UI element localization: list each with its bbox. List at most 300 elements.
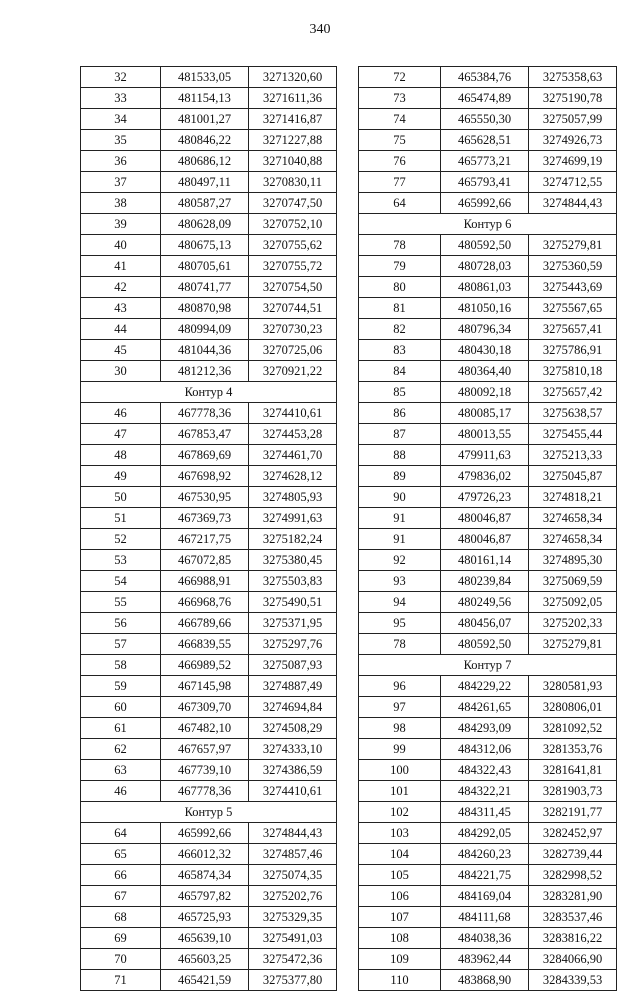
table-row: [81, 235, 337, 256]
point-number-cell: 51: [81, 508, 161, 529]
table-row: [359, 970, 617, 991]
x-coordinate-cell: 483962,44: [441, 949, 529, 970]
x-coordinate-cell: 484261,65: [441, 697, 529, 718]
y-coordinate-cell: 3275455,44: [529, 424, 617, 445]
table-row: [81, 634, 337, 655]
x-coordinate-cell: 480592,50: [441, 634, 529, 655]
x-coordinate-cell: 480686,12: [161, 151, 249, 172]
x-coordinate-cell: 479726,23: [441, 487, 529, 508]
table-row: [81, 781, 337, 802]
table-row: [359, 781, 617, 802]
table-row: [359, 172, 617, 193]
x-coordinate-cell: 481001,27: [161, 109, 249, 130]
point-number-cell: 82: [359, 319, 441, 340]
x-coordinate-cell: 484322,43: [441, 760, 529, 781]
x-coordinate-cell: 480249,56: [441, 592, 529, 613]
y-coordinate-cell: 3270725,06: [249, 340, 337, 361]
point-number-cell: 107: [359, 907, 441, 928]
table-row: [81, 361, 337, 382]
point-number-cell: 79: [359, 256, 441, 277]
y-coordinate-cell: 3282452,97: [529, 823, 617, 844]
table-row: [359, 382, 617, 403]
table-row: [81, 865, 337, 886]
point-number-cell: 41: [81, 256, 161, 277]
point-number-cell: 53: [81, 550, 161, 571]
x-coordinate-cell: 467145,98: [161, 676, 249, 697]
table-row: [359, 424, 617, 445]
table-row: [81, 151, 337, 172]
table-row: [81, 193, 337, 214]
x-coordinate-cell: 465384,76: [441, 67, 529, 88]
point-number-cell: 110: [359, 970, 441, 991]
x-coordinate-cell: 480705,61: [161, 256, 249, 277]
point-number-cell: 76: [359, 151, 441, 172]
table-row: [359, 571, 617, 592]
contour-title: Контур 5: [81, 802, 337, 823]
y-coordinate-cell: 3275045,87: [529, 466, 617, 487]
table-row: [81, 613, 337, 634]
y-coordinate-cell: 3274410,61: [249, 403, 337, 424]
x-coordinate-cell: 484169,04: [441, 886, 529, 907]
point-number-cell: 75: [359, 130, 441, 151]
y-coordinate-cell: 3271320,60: [249, 67, 337, 88]
x-coordinate-cell: 480628,09: [161, 214, 249, 235]
y-coordinate-cell: 3275087,93: [249, 655, 337, 676]
coordinates-table-left: [80, 66, 337, 991]
contour-title: Контур 4: [81, 382, 337, 403]
point-number-cell: 71: [81, 970, 161, 991]
point-number-cell: 57: [81, 634, 161, 655]
y-coordinate-cell: 3284339,53: [529, 970, 617, 991]
y-coordinate-cell: 3275567,65: [529, 298, 617, 319]
x-coordinate-cell: 480796,34: [441, 319, 529, 340]
x-coordinate-cell: 480870,98: [161, 298, 249, 319]
point-number-cell: 97: [359, 697, 441, 718]
point-number-cell: 46: [81, 781, 161, 802]
x-coordinate-cell: 480994,09: [161, 319, 249, 340]
y-coordinate-cell: 3275190,78: [529, 88, 617, 109]
point-number-cell: 96: [359, 676, 441, 697]
y-coordinate-cell: 3274991,63: [249, 508, 337, 529]
x-coordinate-cell: 467657,97: [161, 739, 249, 760]
x-coordinate-cell: 465639,10: [161, 928, 249, 949]
table-row: [359, 340, 617, 361]
x-coordinate-cell: 480741,77: [161, 277, 249, 298]
point-number-cell: 42: [81, 277, 161, 298]
x-coordinate-cell: 465474,89: [441, 88, 529, 109]
point-number-cell: 91: [359, 529, 441, 550]
point-number-cell: 54: [81, 571, 161, 592]
table-row: [81, 844, 337, 865]
x-coordinate-cell: 480846,22: [161, 130, 249, 151]
point-number-cell: 83: [359, 340, 441, 361]
x-coordinate-cell: 466988,91: [161, 571, 249, 592]
y-coordinate-cell: 3281641,81: [529, 760, 617, 781]
point-number-cell: 94: [359, 592, 441, 613]
x-coordinate-cell: 465992,66: [441, 193, 529, 214]
y-coordinate-cell: 3275202,76: [249, 886, 337, 907]
point-number-cell: 33: [81, 88, 161, 109]
y-coordinate-cell: 3281903,73: [529, 781, 617, 802]
x-coordinate-cell: 480092,18: [441, 382, 529, 403]
x-coordinate-cell: 484111,68: [441, 907, 529, 928]
x-coordinate-cell: 483868,90: [441, 970, 529, 991]
table-row: [359, 235, 617, 256]
table-row: [81, 508, 337, 529]
y-coordinate-cell: 3270921,22: [249, 361, 337, 382]
table-row: [81, 550, 337, 571]
y-coordinate-cell: 3280806,01: [529, 697, 617, 718]
table-row: [359, 613, 617, 634]
table-row: [81, 319, 337, 340]
table-row: [81, 109, 337, 130]
table-row: [81, 424, 337, 445]
y-coordinate-cell: 3270755,72: [249, 256, 337, 277]
x-coordinate-cell: 484038,36: [441, 928, 529, 949]
y-coordinate-cell: 3282998,52: [529, 865, 617, 886]
y-coordinate-cell: 3270747,50: [249, 193, 337, 214]
table-row: [359, 949, 617, 970]
table-row: [81, 676, 337, 697]
y-coordinate-cell: 3274333,10: [249, 739, 337, 760]
y-coordinate-cell: 3275371,95: [249, 613, 337, 634]
point-number-cell: 43: [81, 298, 161, 319]
table-row: [359, 529, 617, 550]
table-row: [359, 319, 617, 340]
table-row: [81, 823, 337, 844]
x-coordinate-cell: 479911,63: [441, 445, 529, 466]
point-number-cell: 86: [359, 403, 441, 424]
y-coordinate-cell: 3274658,34: [529, 508, 617, 529]
point-number-cell: 109: [359, 949, 441, 970]
y-coordinate-cell: 3275360,59: [529, 256, 617, 277]
y-coordinate-cell: 3274857,46: [249, 844, 337, 865]
point-number-cell: 81: [359, 298, 441, 319]
x-coordinate-cell: 481533,05: [161, 67, 249, 88]
y-coordinate-cell: 3275503,83: [249, 571, 337, 592]
x-coordinate-cell: 465793,41: [441, 172, 529, 193]
table-row: [81, 340, 337, 361]
table-row: [359, 298, 617, 319]
table-row: [81, 949, 337, 970]
y-coordinate-cell: 3274386,59: [249, 760, 337, 781]
x-coordinate-cell: 480046,87: [441, 508, 529, 529]
point-number-cell: 87: [359, 424, 441, 445]
x-coordinate-cell: 480239,84: [441, 571, 529, 592]
y-coordinate-cell: 3275213,33: [529, 445, 617, 466]
x-coordinate-cell: 467309,70: [161, 697, 249, 718]
x-coordinate-cell: 467698,92: [161, 466, 249, 487]
x-coordinate-cell: 481044,36: [161, 340, 249, 361]
table-row: [359, 67, 617, 88]
table-row: [359, 676, 617, 697]
point-number-cell: 52: [81, 529, 161, 550]
table-row: [359, 760, 617, 781]
y-coordinate-cell: 3275074,35: [249, 865, 337, 886]
x-coordinate-cell: 484322,21: [441, 781, 529, 802]
point-number-cell: 58: [81, 655, 161, 676]
y-coordinate-cell: 3275182,24: [249, 529, 337, 550]
y-coordinate-cell: 3274805,93: [249, 487, 337, 508]
table-row: [81, 739, 337, 760]
point-number-cell: 105: [359, 865, 441, 886]
table-row: [359, 445, 617, 466]
table-row: [81, 655, 337, 676]
y-coordinate-cell: 3275279,81: [529, 235, 617, 256]
point-number-cell: 78: [359, 235, 441, 256]
point-number-cell: 30: [81, 361, 161, 382]
table-row: [81, 298, 337, 319]
point-number-cell: 84: [359, 361, 441, 382]
x-coordinate-cell: 480430,18: [441, 340, 529, 361]
y-coordinate-cell: 3283816,22: [529, 928, 617, 949]
x-coordinate-cell: 480085,17: [441, 403, 529, 424]
y-coordinate-cell: 3270830,11: [249, 172, 337, 193]
y-coordinate-cell: 3282739,44: [529, 844, 617, 865]
table-row: [81, 592, 337, 613]
point-number-cell: 48: [81, 445, 161, 466]
point-number-cell: 34: [81, 109, 161, 130]
point-number-cell: 56: [81, 613, 161, 634]
table-row: [359, 256, 617, 277]
y-coordinate-cell: 3270755,62: [249, 235, 337, 256]
table-row: [81, 907, 337, 928]
x-coordinate-cell: 467072,85: [161, 550, 249, 571]
page-number: 340: [309, 22, 331, 37]
y-coordinate-cell: 3275638,57: [529, 403, 617, 424]
y-coordinate-cell: 3280581,93: [529, 676, 617, 697]
y-coordinate-cell: 3271227,88: [249, 130, 337, 151]
contour-title: Контур 7: [359, 655, 617, 676]
table-row: [359, 865, 617, 886]
x-coordinate-cell: 484311,45: [441, 802, 529, 823]
x-coordinate-cell: 480013,55: [441, 424, 529, 445]
y-coordinate-cell: 3275092,05: [529, 592, 617, 613]
table-row: [81, 886, 337, 907]
y-coordinate-cell: 3275069,59: [529, 571, 617, 592]
point-number-cell: 66: [81, 865, 161, 886]
x-coordinate-cell: 465628,51: [441, 130, 529, 151]
x-coordinate-cell: 481154,13: [161, 88, 249, 109]
point-number-cell: 37: [81, 172, 161, 193]
table-row: [359, 844, 617, 865]
y-coordinate-cell: 3275443,69: [529, 277, 617, 298]
y-coordinate-cell: 3271040,88: [249, 151, 337, 172]
y-coordinate-cell: 3274410,61: [249, 781, 337, 802]
y-coordinate-cell: 3274887,49: [249, 676, 337, 697]
point-number-cell: 70: [81, 949, 161, 970]
y-coordinate-cell: 3275057,99: [529, 109, 617, 130]
point-number-cell: 74: [359, 109, 441, 130]
y-coordinate-cell: 3274844,43: [249, 823, 337, 844]
contour-header-row: [81, 382, 337, 403]
x-coordinate-cell: 467369,73: [161, 508, 249, 529]
point-number-cell: 47: [81, 424, 161, 445]
table-row: [359, 130, 617, 151]
table-row: [359, 550, 617, 571]
table-row: [81, 88, 337, 109]
table-row: [359, 928, 617, 949]
table-row: [359, 361, 617, 382]
point-number-cell: 85: [359, 382, 441, 403]
x-coordinate-cell: 479836,02: [441, 466, 529, 487]
table-row: [359, 739, 617, 760]
y-coordinate-cell: 3274508,29: [249, 718, 337, 739]
point-number-cell: 100: [359, 760, 441, 781]
table-row: [81, 445, 337, 466]
table-row: [81, 67, 337, 88]
y-coordinate-cell: 3274628,12: [249, 466, 337, 487]
y-coordinate-cell: 3275279,81: [529, 634, 617, 655]
point-number-cell: 44: [81, 319, 161, 340]
table-row: [359, 634, 617, 655]
y-coordinate-cell: 3270754,50: [249, 277, 337, 298]
x-coordinate-cell: 467482,10: [161, 718, 249, 739]
table-row: [359, 907, 617, 928]
x-coordinate-cell: 465992,66: [161, 823, 249, 844]
coordinates-table-right: [358, 66, 617, 991]
table-row: [81, 466, 337, 487]
y-coordinate-cell: 3275472,36: [249, 949, 337, 970]
y-coordinate-cell: 3284066,90: [529, 949, 617, 970]
point-number-cell: 93: [359, 571, 441, 592]
point-number-cell: 60: [81, 697, 161, 718]
point-number-cell: 108: [359, 928, 441, 949]
table-row: [359, 802, 617, 823]
point-number-cell: 62: [81, 739, 161, 760]
x-coordinate-cell: 480364,40: [441, 361, 529, 382]
x-coordinate-cell: 481212,36: [161, 361, 249, 382]
point-number-cell: 55: [81, 592, 161, 613]
table-row: [359, 508, 617, 529]
y-coordinate-cell: 3274712,55: [529, 172, 617, 193]
y-coordinate-cell: 3271611,36: [249, 88, 337, 109]
point-number-cell: 32: [81, 67, 161, 88]
y-coordinate-cell: 3274895,30: [529, 550, 617, 571]
point-number-cell: 69: [81, 928, 161, 949]
table-row: [81, 928, 337, 949]
point-number-cell: 95: [359, 613, 441, 634]
x-coordinate-cell: 465874,34: [161, 865, 249, 886]
x-coordinate-cell: 467778,36: [161, 781, 249, 802]
y-coordinate-cell: 3275380,45: [249, 550, 337, 571]
y-coordinate-cell: 3275657,42: [529, 382, 617, 403]
x-coordinate-cell: 466789,66: [161, 613, 249, 634]
y-coordinate-cell: 3283281,90: [529, 886, 617, 907]
table-row: [359, 592, 617, 613]
point-number-cell: 50: [81, 487, 161, 508]
y-coordinate-cell: 3274699,19: [529, 151, 617, 172]
table-row: [359, 823, 617, 844]
x-coordinate-cell: 467739,10: [161, 760, 249, 781]
y-coordinate-cell: 3270752,10: [249, 214, 337, 235]
y-coordinate-cell: 3275490,51: [249, 592, 337, 613]
table-row: [359, 718, 617, 739]
table-row: [81, 487, 337, 508]
y-coordinate-cell: 3275377,80: [249, 970, 337, 991]
point-number-cell: 77: [359, 172, 441, 193]
x-coordinate-cell: 480592,50: [441, 235, 529, 256]
y-coordinate-cell: 3271416,87: [249, 109, 337, 130]
point-number-cell: 40: [81, 235, 161, 256]
contour-header-row: [359, 655, 617, 676]
table-row: [81, 172, 337, 193]
table-row: [359, 403, 617, 424]
point-number-cell: 64: [81, 823, 161, 844]
y-coordinate-cell: 3281092,52: [529, 718, 617, 739]
point-number-cell: 89: [359, 466, 441, 487]
point-number-cell: 102: [359, 802, 441, 823]
y-coordinate-cell: 3275202,33: [529, 613, 617, 634]
x-coordinate-cell: 466012,32: [161, 844, 249, 865]
x-coordinate-cell: 465550,30: [441, 109, 529, 130]
y-coordinate-cell: 3275657,41: [529, 319, 617, 340]
point-number-cell: 98: [359, 718, 441, 739]
point-number-cell: 92: [359, 550, 441, 571]
point-number-cell: 73: [359, 88, 441, 109]
point-number-cell: 36: [81, 151, 161, 172]
table-row: [81, 256, 337, 277]
point-number-cell: 38: [81, 193, 161, 214]
table-row: [359, 697, 617, 718]
table-row: [81, 529, 337, 550]
x-coordinate-cell: 466968,76: [161, 592, 249, 613]
table-row: [81, 697, 337, 718]
x-coordinate-cell: 484293,09: [441, 718, 529, 739]
x-coordinate-cell: 480728,03: [441, 256, 529, 277]
x-coordinate-cell: 480587,27: [161, 193, 249, 214]
point-number-cell: 88: [359, 445, 441, 466]
point-number-cell: 65: [81, 844, 161, 865]
table-row: [81, 277, 337, 298]
y-coordinate-cell: 3275358,63: [529, 67, 617, 88]
x-coordinate-cell: 481050,16: [441, 298, 529, 319]
table-row: [81, 130, 337, 151]
x-coordinate-cell: 467530,95: [161, 487, 249, 508]
point-number-cell: 63: [81, 760, 161, 781]
x-coordinate-cell: 484221,75: [441, 865, 529, 886]
table-row: [81, 214, 337, 235]
y-coordinate-cell: 3274844,43: [529, 193, 617, 214]
contour-title: Контур 6: [359, 214, 617, 235]
point-number-cell: 39: [81, 214, 161, 235]
y-coordinate-cell: 3275786,91: [529, 340, 617, 361]
x-coordinate-cell: 484229,22: [441, 676, 529, 697]
table-row: [359, 487, 617, 508]
x-coordinate-cell: 484260,23: [441, 844, 529, 865]
table-row: [359, 466, 617, 487]
point-number-cell: 101: [359, 781, 441, 802]
point-number-cell: 80: [359, 277, 441, 298]
y-coordinate-cell: 3274818,21: [529, 487, 617, 508]
table-row: [359, 88, 617, 109]
x-coordinate-cell: 465797,82: [161, 886, 249, 907]
x-coordinate-cell: 484292,05: [441, 823, 529, 844]
x-coordinate-cell: 466839,55: [161, 634, 249, 655]
table-row: [81, 970, 337, 991]
y-coordinate-cell: 3282191,77: [529, 802, 617, 823]
point-number-cell: 35: [81, 130, 161, 151]
x-coordinate-cell: 465421,59: [161, 970, 249, 991]
y-coordinate-cell: 3274694,84: [249, 697, 337, 718]
point-number-cell: 106: [359, 886, 441, 907]
table-row: [81, 571, 337, 592]
x-coordinate-cell: 465725,93: [161, 907, 249, 928]
point-number-cell: 49: [81, 466, 161, 487]
x-coordinate-cell: 465603,25: [161, 949, 249, 970]
point-number-cell: 78: [359, 634, 441, 655]
y-coordinate-cell: 3275329,35: [249, 907, 337, 928]
